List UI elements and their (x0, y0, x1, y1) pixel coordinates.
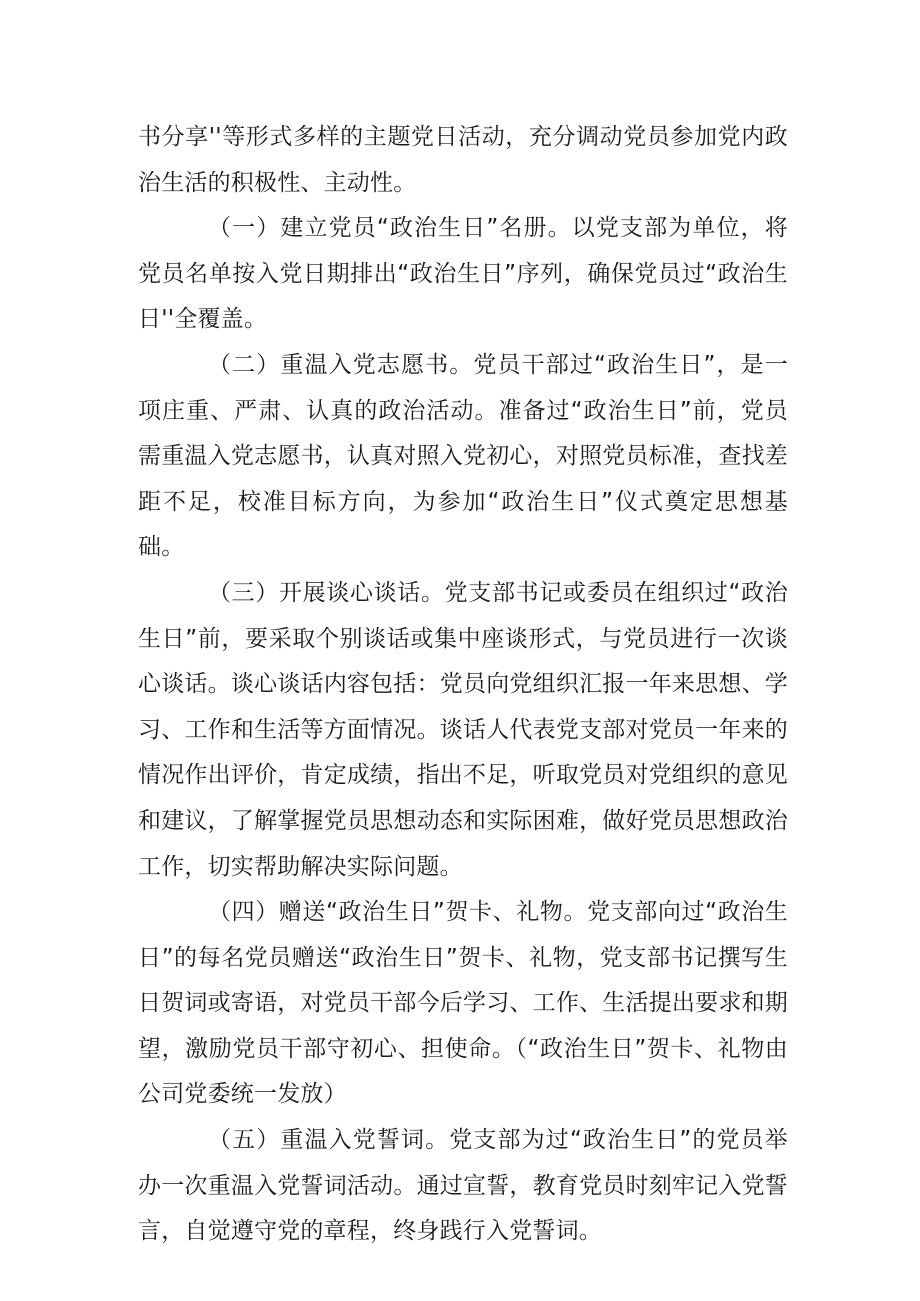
paragraph-continuation: 书分享''等形式多样的主题党日活动，充分调动党员参加党内政治生活的积极性、主动性。 (138, 124, 788, 196)
paragraph-item-1: （一）建立党员“政治生日”名册。以党支部为单位，将党员名单按入党日期排出“政治生日”序列，确保党员过“政治生日''全覆盖。 (138, 215, 788, 333)
paragraph-item-3: （三）开展谈心谈话。党支部书记或委员在组织过“政治生日”前，要采取个别谈话或集中座谈形式，与党员进行一次谈心谈话。谈心谈话内容包括：党员向党组织汇报一年来思想、学习、工作和生活等方面情况。谈话人代表党支部对党员一年来的情况作出评价，肯定成绩，指出不足，听取党员对党组织的意见和建议，了解掌握党员思想动态和实际困难，做好党员思想政治工作，切实帮助解决实际问题。 (138, 579, 788, 880)
paragraph-item-2: （二）重温入党志愿书。党员干部过“政治生日”，是一项庄重、严肃、认真的政治活动。准备过“政治生日”前，党员需重温入党志愿书，认真对照入党初心，对照党员标准，查找差距不足，校准目标方向，为参加“政治生日”仪式奠定思想基础。 (138, 351, 788, 561)
body-text (138, 115, 788, 1255)
paragraph-item-5: （五）重温入党誓词。党支部为过“政治生日”的党员举办一次重温入党誓词活动。通过宣誓，教育党员时刻牢记入党誓言，自觉遵守党的章程，终身践行入党誓词。 (138, 1127, 788, 1245)
paragraph-item-4: （四）赠送“政治生日”贺卡、礼物。党支部向过“政治生日”的每名党员赠送“政治生日”贺卡、礼物，党支部书记撰写生日贺词或寄语，对党员干部今后学习、工作、生活提出要求和期望，激励党员干部守初心、担使命。（“政治生日”贺卡、礼物由公司党委统一发放） (138, 899, 788, 1108)
